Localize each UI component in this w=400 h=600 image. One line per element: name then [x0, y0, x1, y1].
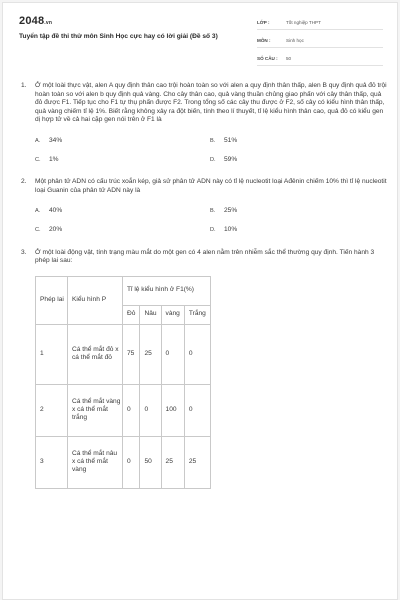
cell-value: 0: [123, 384, 140, 436]
option-text: 20%: [49, 225, 63, 233]
option-b[interactable]: [210, 137, 385, 146]
cell-phenotype: Cá thể mắt nâu x cá thể mắt vàng: [68, 436, 123, 488]
document-title: Tuyển tập đề thi thử môn Sinh Học cực hay có lời giải (Đề số 3): [19, 33, 218, 40]
answer-options: [35, 207, 387, 234]
option-text: 25%: [224, 207, 238, 215]
meta-label: LỚP :: [257, 19, 270, 25]
option-text: 51%: [224, 136, 238, 144]
cell-phenotype: Cá thể mắt vàng x cá thể mắt trắng: [68, 384, 123, 436]
option-c[interactable]: [35, 156, 210, 165]
cell-value: 0: [184, 384, 210, 436]
subheader-white: Trắng: [184, 305, 210, 324]
meta-row-subject: [257, 33, 383, 48]
question-2: [17, 178, 387, 234]
option-b[interactable]: [210, 207, 385, 216]
table-row: [36, 436, 211, 488]
table-row: [36, 324, 211, 384]
option-letter: A.: [35, 208, 41, 215]
option-text: 10%: [224, 225, 238, 233]
questions-content: [17, 82, 387, 498]
cell-phenotype: Cá thể mắt đỏ x cá thể mắt đỏ: [68, 324, 123, 384]
cell-value: 25: [140, 324, 161, 384]
subheader-brown: Nâu: [140, 305, 161, 324]
option-letter: B.: [210, 208, 216, 215]
question-text: Ở một loài động vật, tính trạng màu mắt do một gen có 4 alen nằm trên nhiễm sắc thể thường quy định. Tiến hành 3 phép lai sau:: [35, 248, 375, 265]
question-text: Ở một loài thực vật, alen A quy định thân cao trội hoàn toàn so với alen a quy định thân thấp, alen B quy định quả đỏ trội hoàn toàn so với alen b quy định quả vàng. Cho cây thân cao, quả vàng thuần chủng giao phấn với cây thân thấp, quả đỏ được F1. Tiếp tục cho F1 tự thụ phấn được F2. Trong tổng số các cây thu được ở F2, số cây có kiểu hình thân thấp, quả vàng chiếm tỉ lệ 1%. Biết rằng không xảy ra đột biến, tính theo lí thuyết, tỉ lệ kiểu hình thân cao, quả đỏ có kiểu gen dị hợp tử về cả hai cặp gen nói trên ở F1 là: [35, 82, 387, 124]
question-number: 1.: [21, 82, 27, 89]
option-text: 40%: [49, 207, 63, 215]
cross-results-table: [35, 276, 211, 489]
question-text: Một phân tử ADN có cấu trúc xoắn kép, giả sử phân tử ADN này có tỉ lệ nucleotit loại Ađênin chiếm 10% thì tỉ lệ nucleotit loại Guanin của phân tử ADN này là: [35, 178, 387, 194]
question-number: 2.: [21, 178, 27, 186]
question-3: [17, 249, 387, 489]
cell-cross: 3: [36, 436, 68, 488]
meta-label: SỐ CÂU :: [257, 55, 278, 61]
meta-info: [257, 15, 383, 69]
cell-value: 0: [123, 436, 140, 488]
option-a[interactable]: [35, 137, 210, 146]
cell-value: 0: [140, 384, 161, 436]
question-number: 3.: [21, 248, 27, 256]
option-letter: A.: [35, 137, 41, 144]
logo-tld: .vn: [44, 20, 53, 26]
table-header-row: [36, 276, 211, 305]
cell-value: 25: [161, 436, 184, 488]
header-parent-phenotype: Kiểu hình P: [68, 276, 123, 324]
meta-row-class: [257, 15, 383, 30]
option-letter: C.: [35, 226, 41, 233]
cell-value: 50: [140, 436, 161, 488]
meta-value: Sinh học: [286, 37, 304, 43]
cell-value: 25: [184, 436, 210, 488]
option-letter: D.: [210, 156, 216, 163]
option-letter: C.: [35, 156, 41, 163]
meta-row-count: [257, 51, 383, 66]
site-logo[interactable]: [19, 15, 52, 27]
logo-main: 2048: [19, 15, 45, 27]
option-letter: D.: [210, 226, 216, 233]
cell-value: 0: [184, 324, 210, 384]
cell-value: 100: [161, 384, 184, 436]
option-c[interactable]: [35, 226, 210, 235]
table-row: [36, 384, 211, 436]
option-text: 1%: [49, 155, 59, 163]
header-f1-ratio: Tỉ lệ kiểu hình ở F1(%): [123, 276, 211, 305]
option-letter: B.: [210, 137, 216, 144]
cell-cross: 2: [36, 384, 68, 436]
document-page: [2, 2, 398, 600]
header-cross: Phép lai: [36, 276, 68, 324]
document-header: [3, 3, 397, 65]
meta-value: 50: [286, 55, 292, 61]
option-text: 34%: [49, 136, 63, 144]
option-d[interactable]: [210, 156, 385, 165]
option-a[interactable]: [35, 207, 210, 216]
option-d[interactable]: [210, 226, 385, 235]
cell-cross: 1: [36, 324, 68, 384]
meta-value: Tốt nghiệp THPT: [286, 19, 321, 25]
cell-value: 75: [123, 324, 140, 384]
answer-options: [35, 137, 387, 164]
subheader-yellow: vàng: [161, 305, 184, 324]
subheader-red: Đỏ: [123, 305, 140, 324]
cell-value: 0: [161, 324, 184, 384]
meta-label: MÔN :: [257, 37, 271, 43]
question-1: [17, 82, 387, 164]
option-text: 59%: [224, 155, 238, 163]
